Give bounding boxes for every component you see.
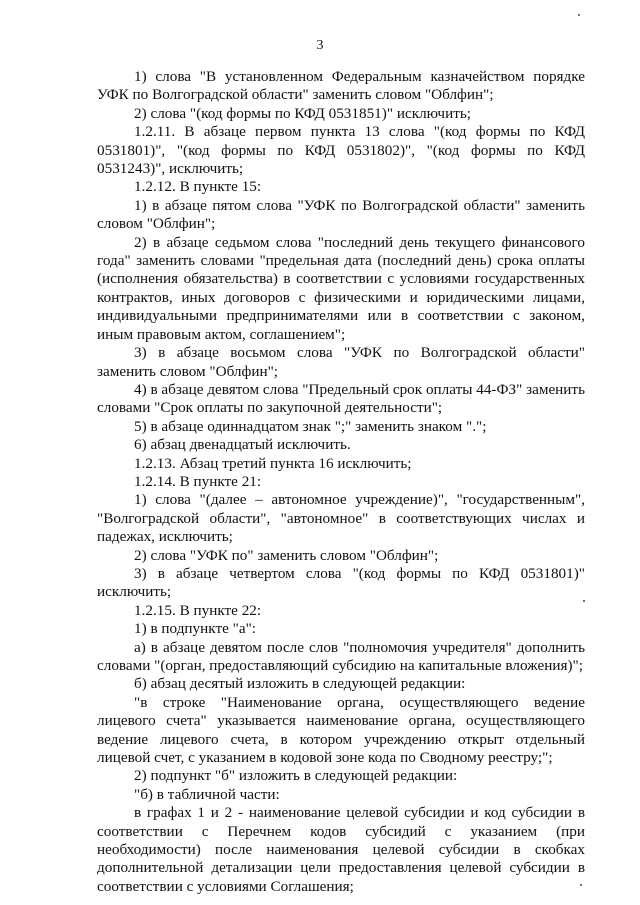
scan-speck <box>583 600 585 602</box>
paragraph: 1.2.14. В пункте 21: <box>134 472 262 490</box>
paragraph: 1.2.12. В пункте 15: <box>134 178 262 196</box>
paragraph: 1.2.11. В абзаце первом пункта 13 слова "(код формы по КФД 0531801)", "(код формы по КФД 0531802)", "(код формы по КФД 0531243)", исключить; <box>97 123 585 178</box>
paragraph: 2) слова "(код формы по КФД 0531851)" исключить; <box>134 104 471 122</box>
paragraph: 1) в абзаце пятом слова "УФК по Волгоградской области" заменить словом "Облфин"; <box>97 196 585 233</box>
paragraph: 1.2.13. Абзац третий пункта 16 исключить; <box>134 454 412 472</box>
paragraph: 4) в абзаце девятом слова "Предельный срок оплаты 44-ФЗ" заменить словами "Срок оплаты по закупочной деятельности"; <box>97 380 585 417</box>
paragraph: 6) абзац двенадцатый исключить. <box>134 436 351 454</box>
page-number: 3 <box>316 38 324 53</box>
paragraph: 3) в абзаце четвертом слова "(код формы по КФД 0531801)" исключить; <box>97 564 585 601</box>
paragraph: 1) слова "В установленном Федеральным казначейством порядке УФК по Волгоградской области" заменить словом "Облфин"; <box>97 68 585 104</box>
paragraph: 3) в абзаце восьмом слова "УФК по Волгоградской области" заменить словом "Облфин"; <box>97 344 585 380</box>
scan-speck <box>578 14 580 16</box>
document-body <box>97 68 585 896</box>
paragraph: 2) в абзаце седьмом слова "последний день текущего финансового года" заменить словами "предельная дата (последний день) срока оплаты (исполнения обязательства) в соответствии с условиями государственных контрактов, иных договоров с физическими и юридическими лицами, индивидуальными предпринимателями или в соответствии с законом, иным правовым актом, соглашением"; <box>97 233 585 343</box>
paragraph: "б) в табличной части: <box>134 785 280 803</box>
paragraph: в графах 1 и 2 - наименование целевой субсидии и код субсидии в соответствии с Перечнем кодов субсидий с указанием (при необходимости) после наименования целевой субсидии в скобках дополнительной детализации цели предоставления целевой субсидии в соответствии с условиями Соглашения; <box>97 804 585 895</box>
paragraph: 5) в абзаце одиннадцатом знак ";" заменить знаком "."; <box>134 417 487 435</box>
paragraph: 2) подпункт "б" изложить в следующей редакции: <box>134 767 458 785</box>
paragraph: "в строке "Наименование органа, осуществляющего ведение лицевого счета" указывается наименование органа, осуществляющего ведение лицевого счета, в котором учреждению открыт отдельный лицевой счет, с указанием в кодовой зоне кода по Сводному реестру;"; <box>97 693 585 767</box>
paragraph: 1.2.15. В пункте 22: <box>134 601 262 619</box>
scan-speck <box>580 884 582 886</box>
paragraph: б) абзац десятый изложить в следующей редакции: <box>134 675 466 693</box>
paragraph: а) в абзаце девятом после слов "полномочия учредителя" дополнить словами "(орган, предоставляющий субсидию на капитальные вложения)"; <box>97 638 585 674</box>
paragraph: 2) слова "УФК по" заменить словом "Облфин"; <box>134 546 439 564</box>
paragraph: 1) слова "(далее – автономное учреждение)", "государственным", "Волгоградской области", "автономное" в соответствующих числах и падежах, исключить; <box>97 491 585 546</box>
paragraph: 1) в подпункте "а": <box>134 620 256 638</box>
